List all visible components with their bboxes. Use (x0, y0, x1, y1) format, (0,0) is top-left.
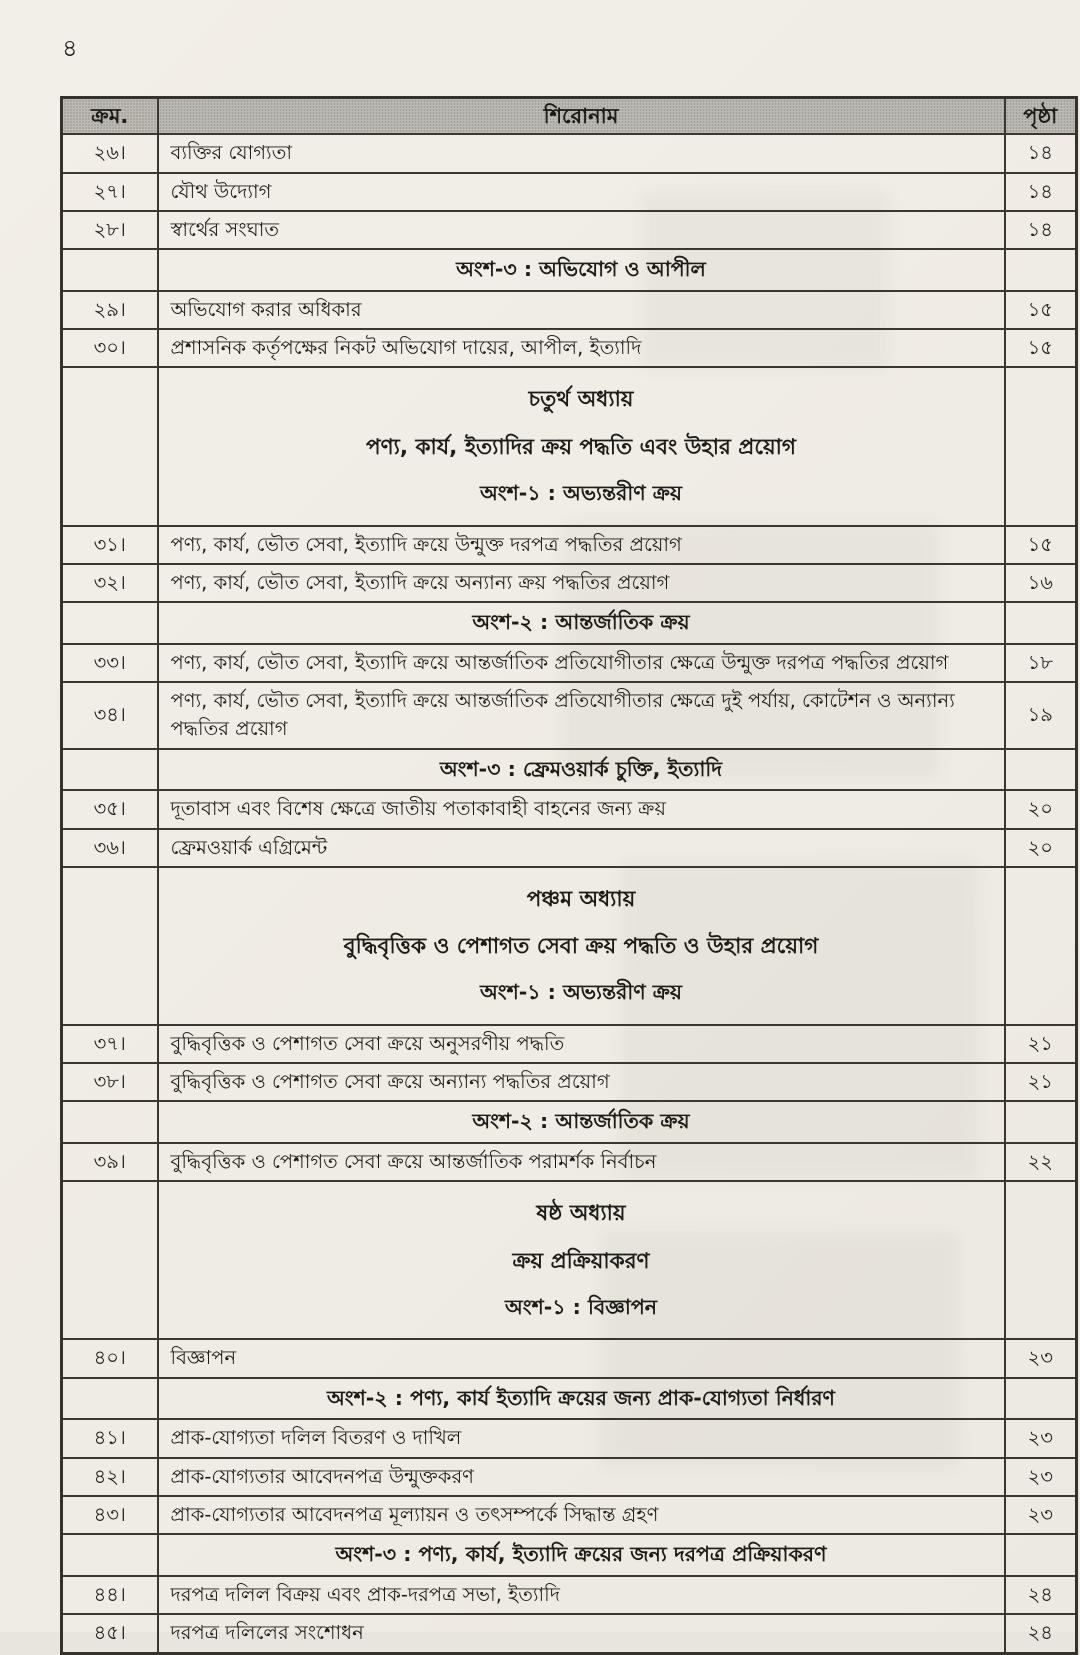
table-row (62, 829, 1077, 867)
serial-cell (62, 1534, 158, 1576)
header-row (62, 98, 1077, 135)
table-row (62, 1419, 1077, 1457)
table-row (62, 644, 1077, 682)
chapter-heading-line: অংশ-১ : বিজ্ঞাপন (505, 1294, 657, 1319)
page-cell: ২৪ (1005, 1576, 1077, 1614)
chapter-heading-cell (158, 1181, 1005, 1339)
page-cell: ২১ (1005, 1063, 1077, 1101)
title-cell: পণ্য, কার্য, ভৌত সেবা, ইত্যাদি ক্রয়ে আন্তর্জাতিক প্রতিযোগীতার ক্ষেত্রে উন্মুক্ত দরপত্র পদ্ধতির প্রয়োগ (158, 644, 1005, 682)
chapter-row (62, 867, 1077, 1025)
chapter-heading-line: ক্রয় প্রক্রিয়াকরণ (512, 1248, 650, 1274)
page-cell (1005, 1378, 1077, 1420)
title-cell: প্রাক-যোগ্যতা দলিল বিতরণ ও দাখিল (158, 1419, 1005, 1457)
serial-cell: ৩৮। (62, 1063, 158, 1101)
serial-cell (62, 249, 158, 291)
toc-table (60, 96, 1078, 1655)
page-cell: ২৪ (1005, 1614, 1077, 1653)
chapter-heading-line: বুদ্ধিবৃত্তিক ও পেশাগত সেবা ক্রয় পদ্ধতি ও উহার প্রয়োগ (343, 934, 819, 960)
table-row (62, 526, 1077, 564)
page-cell (1005, 1181, 1077, 1339)
table-row (62, 291, 1077, 329)
column-header-title: শিরোনাম (158, 98, 1005, 135)
page-cell (1005, 867, 1077, 1025)
title-cell: পণ্য, কার্য, ভৌত সেবা, ইত্যাদি ক্রয়ে অন্যান্য ক্রয় পদ্ধতির প্রয়োগ (158, 564, 1005, 602)
table-row (62, 1576, 1077, 1614)
chapter-heading-line: অংশ-১ : অভ্যন্তরীণ ক্রয় (480, 480, 682, 505)
serial-cell: ২৬। (62, 134, 158, 172)
serial-cell: ৩২। (62, 564, 158, 602)
page-cell: ২৩ (1005, 1458, 1077, 1496)
section-row (62, 1534, 1077, 1576)
table-row (62, 1614, 1077, 1653)
table-row (62, 1339, 1077, 1377)
serial-cell: ২৮। (62, 211, 158, 249)
table-row (62, 790, 1077, 828)
page-cell: ১৬ (1005, 564, 1077, 602)
serial-cell (62, 749, 158, 791)
page-cell: ১৫ (1005, 329, 1077, 367)
page-cell (1005, 1534, 1077, 1576)
page-cell: ১৪ (1005, 134, 1077, 172)
serial-cell: ৪১। (62, 1419, 158, 1457)
chapter-heading-line: চতুর্থ অধ্যায় (528, 387, 634, 413)
title-cell: দরপত্র দলিল বিক্রয় এবং প্রাক-দরপত্র সভা, ইত্যাদি (158, 1576, 1005, 1614)
chapter-heading-cell (158, 367, 1005, 525)
table-row (62, 134, 1077, 172)
page-cell: ২৩ (1005, 1419, 1077, 1457)
page-cell: ১৯ (1005, 682, 1077, 749)
title-cell: প্রাক-যোগ্যতার আবেদনপত্র উন্মুক্তকরণ (158, 1458, 1005, 1496)
serial-cell (62, 367, 158, 525)
serial-cell: ৪২। (62, 1458, 158, 1496)
serial-cell: ৩৩। (62, 644, 158, 682)
section-title-cell: অংশ-২ : আন্তর্জাতিক ক্রয় (158, 1101, 1005, 1143)
chapter-heading-line: পঞ্চম অধ্যায় (526, 886, 636, 912)
section-title-cell: অংশ-২ : আন্তর্জাতিক ক্রয় (158, 602, 1005, 644)
title-cell: অভিযোগ করার অধিকার (158, 291, 1005, 329)
table-row (62, 564, 1077, 602)
section-row (62, 602, 1077, 644)
page-number: ৪ (62, 34, 79, 62)
page-cell: ২০ (1005, 790, 1077, 828)
page-cell: ২১ (1005, 1025, 1077, 1063)
section-row (62, 249, 1077, 291)
section-title-cell: অংশ-৩ : ফ্রেমওয়ার্ক চুক্তি, ইত্যাদি (158, 749, 1005, 791)
serial-cell: ২৭। (62, 173, 158, 211)
page-cell: ১৪ (1005, 211, 1077, 249)
serial-cell: ৪৩। (62, 1496, 158, 1534)
chapter-heading-line: অংশ-১ : অভ্যন্তরীণ ক্রয় (480, 980, 682, 1005)
page-cell: ২৩ (1005, 1496, 1077, 1534)
serial-cell (62, 602, 158, 644)
serial-cell (62, 1181, 158, 1339)
title-cell: স্বার্থের সংঘাত (158, 211, 1005, 249)
serial-cell (62, 1101, 158, 1143)
serial-cell: ৪৪। (62, 1576, 158, 1614)
section-row (62, 1101, 1077, 1143)
chapter-heading-cell (158, 867, 1005, 1025)
section-title-cell: অংশ-৩ : অভিযোগ ও আপীল (158, 249, 1005, 291)
title-cell: যৌথ উদ্যোগ (158, 173, 1005, 211)
title-cell: বুদ্ধিবৃত্তিক ও পেশাগত সেবা ক্রয়ে অনুসরণীয় পদ্ধতি (158, 1025, 1005, 1063)
table-row (62, 211, 1077, 249)
table-row (62, 173, 1077, 211)
serial-cell (62, 1378, 158, 1420)
title-cell: বুদ্ধিবৃত্তিক ও পেশাগত সেবা ক্রয়ে অন্যান্য পদ্ধতির প্রয়োগ (158, 1063, 1005, 1101)
serial-cell (62, 867, 158, 1025)
serial-cell: ২৯। (62, 291, 158, 329)
section-row (62, 1378, 1077, 1420)
chapter-heading-line: ষষ্ঠ অধ্যায় (536, 1201, 626, 1227)
serial-cell: ৪৫। (62, 1614, 158, 1653)
page-cell: ১৫ (1005, 526, 1077, 564)
title-cell: পণ্য, কার্য, ভৌত সেবা, ইত্যাদি ক্রয়ে উন্মুক্ত দরপত্র পদ্ধতির প্রয়োগ (158, 526, 1005, 564)
page-cell (1005, 367, 1077, 525)
page-cell: ১৮ (1005, 644, 1077, 682)
title-cell: প্রশাসনিক কর্তৃপক্ষের নিকট অভিযোগ দায়ের, আপীল, ইত্যাদি (158, 329, 1005, 367)
chapter-row (62, 1181, 1077, 1339)
table-row (62, 1496, 1077, 1534)
serial-cell: ৩৬। (62, 829, 158, 867)
table-row (62, 1143, 1077, 1181)
chapter-heading-line: পণ্য, কার্য, ইত্যাদির ক্রয় পদ্ধতি এবং উহার প্রয়োগ (366, 434, 796, 460)
title-cell: ফ্রেমওয়ার্ক এগ্রিমেন্ট (158, 829, 1005, 867)
serial-cell: ৩৯। (62, 1143, 158, 1181)
table-row (62, 1063, 1077, 1101)
column-header-serial: ক্রম. (62, 98, 158, 135)
page-cell: ১৫ (1005, 291, 1077, 329)
page-cell (1005, 249, 1077, 291)
page-cell (1005, 602, 1077, 644)
page-cell: ২৩ (1005, 1339, 1077, 1377)
page-cell: ২২ (1005, 1143, 1077, 1181)
title-cell: ব্যক্তির যোগ্যতা (158, 134, 1005, 172)
table-row (62, 1458, 1077, 1496)
title-cell: বুদ্ধিবৃত্তিক ও পেশাগত সেবা ক্রয়ে আন্তর্জাতিক পরামর্শক নির্বাচন (158, 1143, 1005, 1181)
page-cell (1005, 1101, 1077, 1143)
section-title-cell: অংশ-৩ : পণ্য, কার্য, ইত্যাদি ক্রয়ের জন্য দরপত্র প্রক্রিয়াকরণ (158, 1534, 1005, 1576)
column-header-page: পৃষ্ঠা (1005, 98, 1077, 135)
toc-table-body (62, 134, 1077, 1653)
page-cell: ২০ (1005, 829, 1077, 867)
title-cell: পণ্য, কার্য, ভৌত সেবা, ইত্যাদি ক্রয়ে আন্তর্জাতিক প্রতিযোগীতার ক্ষেত্রে দুই পর্যায়, কোটেশন ও অন্যান্য পদ্ধতির প্রয়োগ (158, 682, 1005, 749)
page-cell (1005, 749, 1077, 791)
section-title-cell: অংশ-২ : পণ্য, কার্য ইত্যাদি ক্রয়ের জন্য প্রাক-যোগ্যতা নির্ধারণ (158, 1378, 1005, 1420)
toc-table-header (62, 98, 1077, 135)
serial-cell: ৩০। (62, 329, 158, 367)
table-row (62, 1025, 1077, 1063)
serial-cell: ৩৫। (62, 790, 158, 828)
title-cell: দূতাবাস এবং বিশেষ ক্ষেত্রে জাতীয় পতাকাবাহী বাহনের জন্য ক্রয় (158, 790, 1005, 828)
chapter-row (62, 367, 1077, 525)
page-cell: ১৪ (1005, 173, 1077, 211)
title-cell: দরপত্র দলিলের সংশোধন (158, 1614, 1005, 1653)
table-row (62, 682, 1077, 749)
serial-cell: ৪০। (62, 1339, 158, 1377)
title-cell: প্রাক-যোগ্যতার আবেদনপত্র মূল্যায়ন ও তৎসম্পর্কে সিদ্ধান্ত গ্রহণ (158, 1496, 1005, 1534)
title-cell: বিজ্ঞাপন (158, 1339, 1005, 1377)
serial-cell: ৩১। (62, 526, 158, 564)
serial-cell: ৩৭। (62, 1025, 158, 1063)
table-row (62, 329, 1077, 367)
serial-cell: ৩৪। (62, 682, 158, 749)
section-row (62, 749, 1077, 791)
